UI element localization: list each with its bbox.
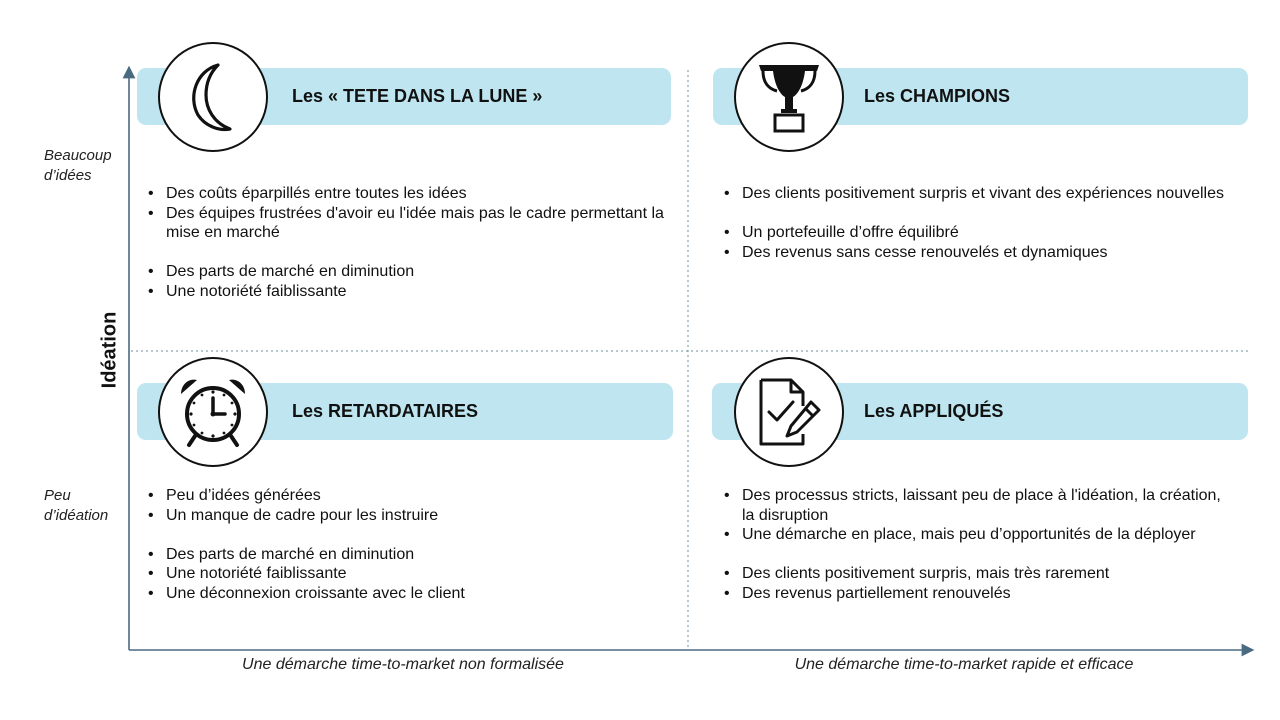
y-axis-high-label: Beaucoup d’idées xyxy=(44,147,112,184)
quadrant-bullets xyxy=(722,486,1232,603)
bullet-item: • Des parts de marché en diminution xyxy=(146,262,666,282)
bullet-item: • Une déconnexion croissante avec le client xyxy=(146,584,666,604)
bullet-item: • Des coûts éparpillés entre toutes les idées xyxy=(146,184,666,204)
x-axis-left-label: Une démarche time-to-market non formalisée xyxy=(242,656,564,673)
bullet-item: • Un manque de cadre pour les instruire xyxy=(146,506,666,526)
bullet-item: • Une notoriété faiblissante xyxy=(146,564,666,584)
bullet-item: • Des parts de marché en diminution xyxy=(146,545,666,565)
quadrant-bullets xyxy=(146,184,666,301)
bullet-item: • Des équipes frustrées d'avoir eu l'idée mais pas le cadre permettant la mise en marché xyxy=(146,204,666,243)
quadrant-bullets xyxy=(146,486,666,603)
quadrant-title: Les CHAMPIONS xyxy=(864,86,1011,106)
bullet-item: • Des revenus sans cesse renouvelés et dynamiques xyxy=(722,243,1232,263)
quadrant-title: Les APPLIQUÉS xyxy=(864,401,1004,421)
y-axis-low-label: Peu d’idéation xyxy=(44,487,109,524)
x-axis-right-label: Une démarche time-to-market rapide et efficace xyxy=(794,656,1134,673)
bullet-item: • Des clients positivement surpris et vivant des expériences nouvelles xyxy=(722,184,1232,204)
moon-icon xyxy=(158,42,268,152)
document-check-pen-icon xyxy=(734,357,844,467)
bullet-item: • Une notoriété faiblissante xyxy=(146,282,666,302)
bullet-item: • Des processus stricts, laissant peu de place à l'idéation, la création, la disruption xyxy=(722,486,1232,525)
bullet-item: • Une démarche en place, mais peu d’opportunités de la déployer xyxy=(722,525,1232,545)
bullet-item: • Peu d’idées générées xyxy=(146,486,666,506)
bullet-item: • Des revenus partiellement renouvelés xyxy=(722,584,1232,604)
quadrant-bullets xyxy=(722,184,1232,262)
trophy-icon xyxy=(734,42,844,152)
bullet-item: • Un portefeuille d’offre équilibré xyxy=(722,223,1232,243)
alarm-clock-icon xyxy=(158,357,268,467)
quadrant-title: Les RETARDATAIRES xyxy=(292,401,479,421)
quadrant-title: Les « TETE DANS LA LUNE » xyxy=(292,86,543,106)
bullet-item: • Des clients positivement surpris, mais très rarement xyxy=(722,564,1232,584)
